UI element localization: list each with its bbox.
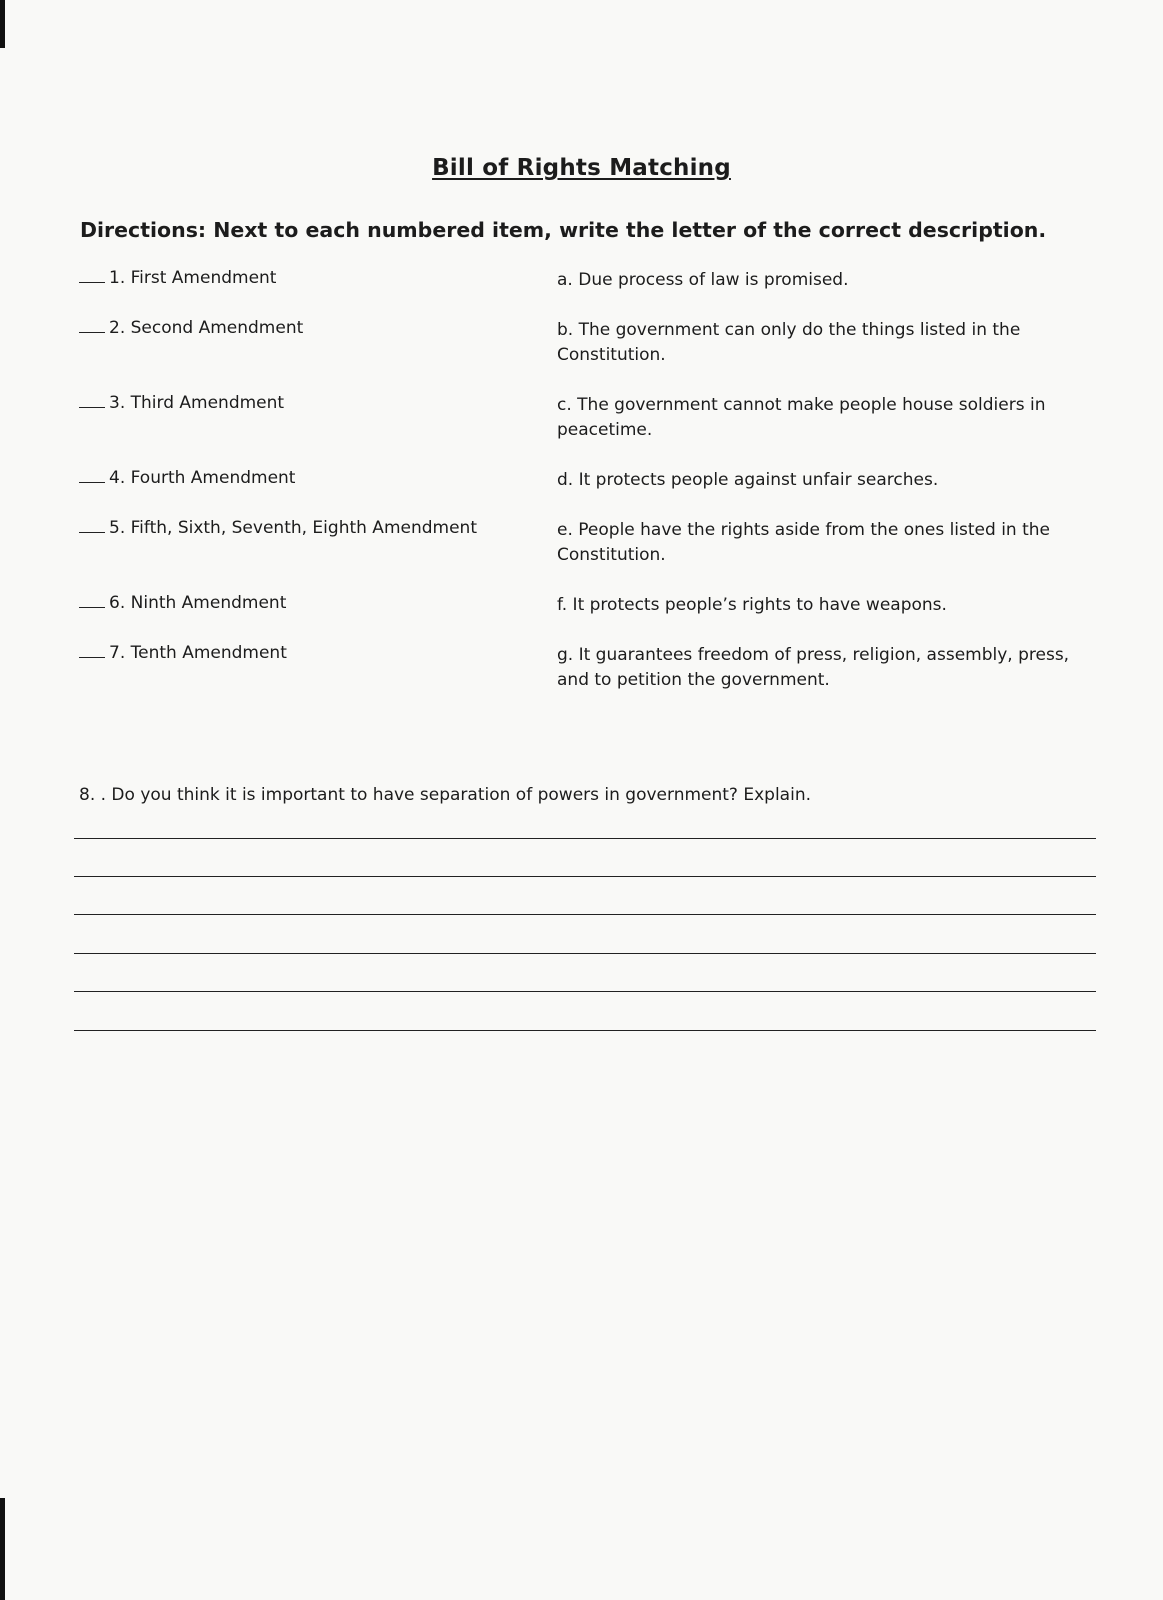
amendment-item-7 (79, 643, 287, 663)
answer-blank-4[interactable] (79, 468, 105, 483)
description-a: a. Due process of law is promised. (557, 270, 849, 290)
amendment-item-1 (79, 268, 276, 288)
answer-blank-5[interactable] (79, 518, 105, 533)
answer-line-4[interactable] (74, 953, 1096, 954)
description-d: d. It protects people against unfair searches. (557, 470, 939, 490)
answer-blank-2[interactable] (79, 318, 105, 333)
answer-line-3[interactable] (74, 914, 1096, 915)
answer-blank-6[interactable] (79, 593, 105, 608)
amendment-item-3 (79, 393, 284, 413)
answer-line-6[interactable] (74, 1030, 1096, 1031)
description-e: e. People have the rights aside from the ones listed in the Constitution. (557, 520, 1051, 565)
description-c: c. The government cannot make people house soldiers in peacetime. (557, 395, 1046, 440)
answer-line-2[interactable] (74, 876, 1096, 877)
directions-text: Directions: Next to each numbered item, write the letter of the correct description. (80, 218, 1047, 242)
essay-question: 8. . Do you think it is important to have separation of powers in government? Explain. (79, 785, 811, 805)
amendment-item-6 (79, 593, 286, 613)
answer-blank-1[interactable] (79, 268, 105, 283)
worksheet-title: Bill of Rights Matching (432, 155, 731, 181)
description-g: g. It guarantees freedom of press, religion, assembly, press, and to petition the government. (557, 645, 1070, 690)
answer-line-1[interactable] (74, 838, 1096, 839)
scan-edge-top (0, 0, 5, 48)
amendment-label-1: 1. First Amendment (109, 268, 277, 288)
description-f: f. It protects people’s rights to have weapons. (557, 595, 947, 615)
amendment-label-7: 7. Tenth Amendment (109, 643, 287, 663)
amendment-label-4: 4. Fourth Amendment (109, 468, 296, 488)
amendment-item-4 (79, 468, 295, 488)
answer-blank-3[interactable] (79, 393, 105, 408)
answer-blank-7[interactable] (79, 643, 105, 658)
scan-edge-bottom (0, 1498, 5, 1600)
amendment-item-2 (79, 318, 303, 338)
amendment-label-6: 6. Ninth Amendment (109, 593, 287, 613)
amendment-label-5: 5. Fifth, Sixth, Seventh, Eighth Amendment (109, 518, 477, 538)
amendment-item-5 (79, 518, 477, 538)
answer-line-5[interactable] (74, 991, 1096, 992)
amendment-label-2: 2. Second Amendment (109, 318, 304, 338)
amendment-label-3: 3. Third Amendment (109, 393, 285, 413)
description-b: b. The government can only do the things listed in the Constitution. (557, 320, 1021, 365)
